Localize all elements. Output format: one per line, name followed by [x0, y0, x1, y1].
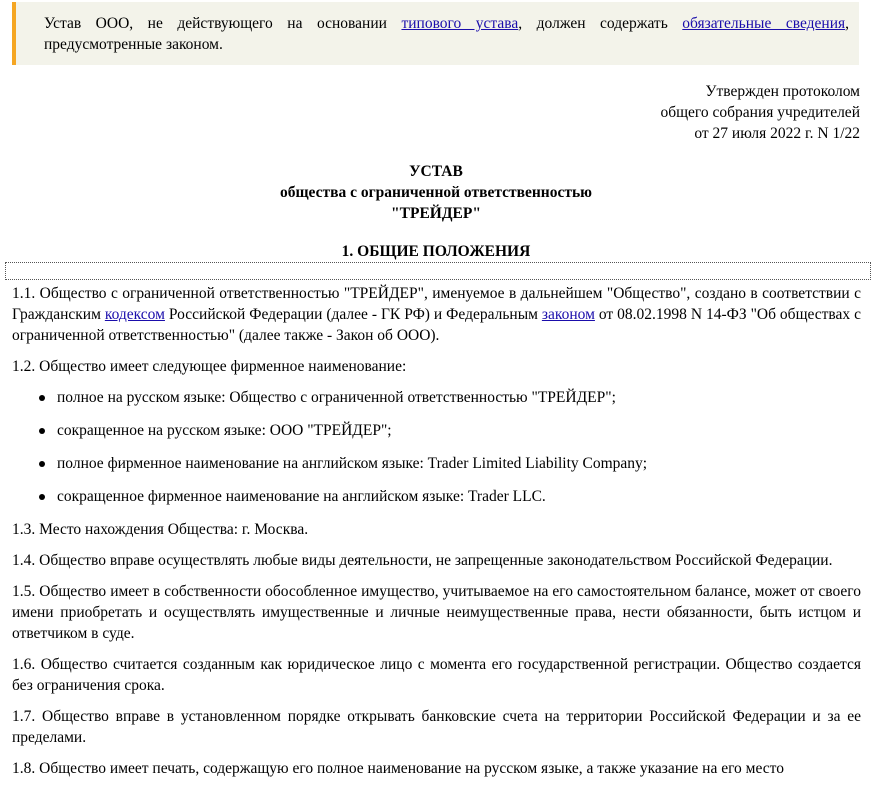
list-item-text: сокращенное фирменное наименование на английском языке: Trader LLC.	[57, 488, 546, 505]
approval-stamp	[660, 81, 860, 144]
standard-charter-link[interactable]: типового устава	[401, 15, 519, 32]
section-heading: 1. ОБЩИЕ ПОЛОЖЕНИЯ	[341, 243, 531, 260]
bullet-icon	[39, 428, 45, 434]
document-title	[0, 161, 872, 224]
list-item	[12, 420, 861, 441]
paragraph-text: от 08.02.1998 N 14-ФЗ "Об обществах с ограниченной ответственностью" (далее также - Закон об ООО).	[12, 306, 861, 344]
notice-text: , предусмотренные законом.	[44, 15, 849, 53]
bullet-icon	[39, 395, 45, 401]
paragraph-1-3: 1.3. Место нахождения Общества: г. Москва.	[12, 521, 309, 538]
paragraph-1-8: 1.8. Общество имеет печать, содержащую его полное наименование на русском языке, а также указание на его место	[12, 760, 784, 777]
list-item-text: сокращенное на русском языке: ООО "ТРЕЙДЕР";	[57, 422, 392, 439]
template-notice	[12, 2, 859, 65]
bullet-icon	[39, 461, 45, 467]
paragraph-1-1	[12, 283, 861, 346]
paragraph-1-6: 1.6. Общество считается созданным как юридическое лицо с момента его государственной регистрации. Общество создается без ограничения срока.	[12, 656, 861, 694]
paragraph-1-2: 1.2. Общество имеет следующее фирменное наименование:	[12, 358, 407, 375]
title-line: общества с ограниченной ответственностью	[279, 184, 593, 201]
list-item-text: полное на русском языке: Общество с ограниченной ответственностью "ТРЕЙДЕР";	[57, 389, 616, 406]
title-line: УСТАВ	[409, 163, 463, 180]
approval-line: от 27 июля 2022 г. N 1/22	[694, 125, 860, 142]
paragraph-1-4: 1.4. Общество вправе осуществлять любые виды деятельности, не запрещенные законодательством Российской Федерации.	[12, 552, 833, 569]
focus-outline	[5, 262, 871, 280]
section-content	[12, 283, 861, 789]
federal-law-link[interactable]: законом	[541, 306, 595, 323]
bullet-icon	[39, 494, 45, 500]
paragraph-1-5: 1.5. Общество имеет в собственности обособленное имущество, учитываемое на его самостоятельном балансе, может от своего имени приобретать и осуществлять имущественные и личные неимущественные права, нести обязанности, быть истцом и ответчиком в суде.	[12, 583, 861, 642]
title-line: "ТРЕЙДЕР"	[391, 205, 481, 222]
company-names-list	[12, 387, 861, 507]
mandatory-info-link[interactable]: обязательные сведения	[682, 15, 846, 32]
notice-text: Устав ООО, не действующего на основании	[44, 15, 402, 32]
list-item-text: полное фирменное наименование на английском языке: Trader Limited Liability Company;	[57, 455, 648, 472]
list-item	[12, 486, 861, 507]
paragraph-1-7: 1.7. Общество вправе в установленном порядке открывать банковские счета на территории Российской Федерации и за ее пределами.	[12, 708, 861, 746]
approval-line: Утвержден протоколом	[705, 83, 860, 100]
paragraph-text: Российской Федерации (далее - ГК РФ) и Федеральным	[164, 306, 542, 323]
paragraph-text: 1.1. Общество с ограниченной ответственностью "ТРЕЙДЕР", именуемое в дальнейшем "Общество", создано в соответствии с Гражданским	[12, 285, 861, 323]
notice-text: , должен содержать	[518, 15, 683, 32]
list-item	[12, 453, 861, 474]
approval-line: общего собрания учредителей	[660, 104, 860, 121]
civil-code-link[interactable]: кодексом	[104, 306, 165, 323]
list-item	[12, 387, 861, 408]
